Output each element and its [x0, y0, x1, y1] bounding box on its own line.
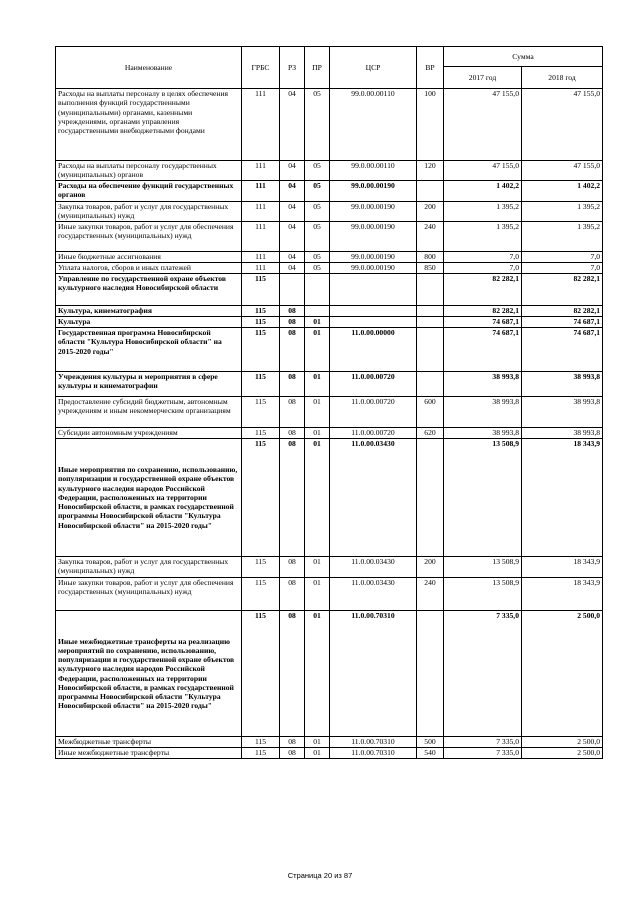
- row-sum-2017: 1 395,2: [444, 222, 522, 252]
- row-sum-2017: 38 993,8: [444, 397, 522, 428]
- row-grbs: 115: [242, 306, 280, 317]
- row-csr: 99.0.00.00190: [330, 202, 417, 222]
- row-csr: 99.0.00.00110: [330, 89, 417, 161]
- row-grbs: 115: [242, 428, 280, 439]
- table-row: [56, 222, 603, 252]
- row-name: Учреждения культуры и мероприятия в сфере культуры и кинематографии: [56, 372, 242, 397]
- table-row: [56, 748, 603, 759]
- row-pr: 01: [305, 372, 330, 397]
- row-sum-2017: 74 687,1: [444, 317, 522, 328]
- row-rz: 08: [280, 737, 305, 748]
- row-rz: 08: [280, 317, 305, 328]
- row-sum-2017: 47 155,0: [444, 161, 522, 181]
- row-vr: 500: [417, 737, 444, 748]
- row-csr: 11.0.00.00720: [330, 397, 417, 428]
- row-name: Иные межбюджетные трансферты на реализацию мероприятий по сохранению, использованию, популяризации и государственной охране объектов культурного наследия народов Российской Федерации, расположенных на территории Новосибирской области, в рамках государственной программы Новосибирской области "Культура Новосибирской области" на 2015-2020 годы": [56, 611, 242, 737]
- row-sum-2017: 38 993,8: [444, 428, 522, 439]
- row-vr: 240: [417, 578, 444, 611]
- header-vr: ВР: [417, 47, 444, 89]
- header-pr: ПР: [305, 47, 330, 89]
- row-sum-2017: 47 155,0: [444, 89, 522, 161]
- table-row: [56, 202, 603, 222]
- header-year-2017: 2017 год: [444, 67, 522, 89]
- row-vr: [417, 181, 444, 202]
- row-vr: [417, 274, 444, 306]
- table-row: [56, 439, 603, 557]
- row-sum-2018: 1 395,2: [522, 222, 603, 252]
- row-rz: 08: [280, 439, 305, 557]
- row-sum-2018: 82 282,1: [522, 306, 603, 317]
- row-rz: 08: [280, 372, 305, 397]
- row-sum-2017: 82 282,1: [444, 274, 522, 306]
- row-pr: 01: [305, 328, 330, 372]
- table-row: [56, 263, 603, 274]
- row-pr: 05: [305, 161, 330, 181]
- row-csr: 99.0.00.00110: [330, 161, 417, 181]
- header-name: Наименование: [56, 47, 242, 89]
- row-sum-2017: 13 508,9: [444, 439, 522, 557]
- row-sum-2018: 18 343,9: [522, 578, 603, 611]
- row-pr: 05: [305, 202, 330, 222]
- table-row: [56, 328, 603, 372]
- table-row: [56, 578, 603, 611]
- row-grbs: 115: [242, 439, 280, 557]
- row-sum-2017: 7 335,0: [444, 611, 522, 737]
- row-grbs: 115: [242, 397, 280, 428]
- row-name: Государственная программа Новосибирской области "Культура Новосибирской области" на 2015-2020 годы": [56, 328, 242, 372]
- page-number: Страница 20 из 87: [287, 871, 353, 880]
- row-sum-2017: 74 687,1: [444, 328, 522, 372]
- row-csr: 11.0.00.00720: [330, 428, 417, 439]
- row-csr: 11.0.00.03430: [330, 578, 417, 611]
- table-row: [56, 317, 603, 328]
- table-row: [56, 611, 603, 737]
- row-name: Иные закупки товаров, работ и услуг для обеспечения государственных (муниципальных) нужд: [56, 222, 242, 252]
- row-csr: 99.0.00.00190: [330, 263, 417, 274]
- header-grbs: ГРБС: [242, 47, 280, 89]
- row-grbs: 111: [242, 181, 280, 202]
- row-sum-2018: 18 343,9: [522, 439, 603, 557]
- row-pr: 01: [305, 578, 330, 611]
- row-rz: 04: [280, 202, 305, 222]
- row-vr: 100: [417, 89, 444, 161]
- table-row: [56, 161, 603, 181]
- row-csr: 11.0.00.03430: [330, 557, 417, 578]
- row-rz: [280, 274, 305, 306]
- row-csr: 11.0.00.03430: [330, 439, 417, 557]
- row-grbs: 111: [242, 252, 280, 263]
- row-pr: 01: [305, 317, 330, 328]
- row-grbs: 115: [242, 578, 280, 611]
- row-sum-2018: 2 500,0: [522, 737, 603, 748]
- row-csr: [330, 274, 417, 306]
- row-csr: 11.0.00.00000: [330, 328, 417, 372]
- row-pr: 01: [305, 557, 330, 578]
- row-vr: [417, 611, 444, 737]
- row-sum-2018: 2 500,0: [522, 611, 603, 737]
- row-sum-2017: 1 402,2: [444, 181, 522, 202]
- row-pr: 05: [305, 181, 330, 202]
- row-name: Расходы на выплаты персоналу в целях обеспечения выполнения функций государственными (муниципальными) органами, казенными учреждениями, органами управления государственными внебюджетными фондами: [56, 89, 242, 161]
- row-pr: 01: [305, 748, 330, 759]
- row-grbs: 115: [242, 317, 280, 328]
- row-csr: 11.0.00.00720: [330, 372, 417, 397]
- row-name: Субсидии автономным учреждениям: [56, 428, 242, 439]
- row-grbs: 111: [242, 202, 280, 222]
- table-row: [56, 306, 603, 317]
- row-rz: 08: [280, 328, 305, 372]
- table-row: [56, 557, 603, 578]
- row-sum-2017: 38 993,8: [444, 372, 522, 397]
- row-vr: [417, 317, 444, 328]
- row-sum-2018: 1 402,2: [522, 181, 603, 202]
- row-rz: 04: [280, 263, 305, 274]
- row-sum-2017: 82 282,1: [444, 306, 522, 317]
- row-csr: 11.0.00.70310: [330, 748, 417, 759]
- row-name: Управление по государственной охране объектов культурного наследия Новосибирской области: [56, 274, 242, 306]
- row-grbs: 115: [242, 274, 280, 306]
- row-grbs: 115: [242, 372, 280, 397]
- row-name: Культура: [56, 317, 242, 328]
- row-csr: [330, 317, 417, 328]
- row-csr: 11.0.00.70310: [330, 737, 417, 748]
- row-rz: 04: [280, 181, 305, 202]
- row-rz: 08: [280, 397, 305, 428]
- row-name: Расходы на обеспечение функций государственных органов: [56, 181, 242, 202]
- row-grbs: 115: [242, 328, 280, 372]
- row-sum-2017: 1 395,2: [444, 202, 522, 222]
- row-csr: 99.0.00.00190: [330, 181, 417, 202]
- row-vr: [417, 439, 444, 557]
- row-grbs: 111: [242, 263, 280, 274]
- row-vr: [417, 306, 444, 317]
- row-vr: 240: [417, 222, 444, 252]
- row-rz: 08: [280, 611, 305, 737]
- row-name: Межбюджетные трансферты: [56, 737, 242, 748]
- row-vr: 850: [417, 263, 444, 274]
- row-grbs: 115: [242, 737, 280, 748]
- row-sum-2018: 1 395,2: [522, 202, 603, 222]
- row-rz: 04: [280, 252, 305, 263]
- row-csr: 11.0.00.70310: [330, 611, 417, 737]
- row-sum-2018: 38 993,8: [522, 428, 603, 439]
- table-row: [56, 737, 603, 748]
- row-sum-2017: 7,0: [444, 263, 522, 274]
- table-row: [56, 252, 603, 263]
- row-csr: 99.0.00.00190: [330, 252, 417, 263]
- row-name: Предоставление субсидий бюджетным, автономным учреждениям и иным некоммерческим организациям: [56, 397, 242, 428]
- row-sum-2018: 38 993,8: [522, 397, 603, 428]
- row-grbs: 111: [242, 89, 280, 161]
- row-name: Иные мероприятия по сохранению, использованию, популяризации и государственной охране объектов культурного наследия народов Российской Федерации, расположенных на территории Новосибирской области, в рамках государственной программы Новосибирской области "Культура Новосибирской области" на 2015-2020 годы": [56, 439, 242, 557]
- row-name: Расходы на выплаты персоналу государственных (муниципальных) органов: [56, 161, 242, 181]
- row-name: Культура, кинематография: [56, 306, 242, 317]
- row-pr: [305, 274, 330, 306]
- row-vr: 200: [417, 202, 444, 222]
- row-vr: 600: [417, 397, 444, 428]
- header-csr: ЦСР: [330, 47, 417, 89]
- row-grbs: 115: [242, 611, 280, 737]
- row-sum-2018: 2 500,0: [522, 748, 603, 759]
- row-pr: 01: [305, 737, 330, 748]
- table-row: [56, 397, 603, 428]
- row-vr: 800: [417, 252, 444, 263]
- row-rz: 04: [280, 161, 305, 181]
- row-sum-2017: 7 335,0: [444, 737, 522, 748]
- row-name: Закупка товаров, работ и услуг для государственных (муниципальных) нужд: [56, 557, 242, 578]
- row-vr: 540: [417, 748, 444, 759]
- table-row: [56, 428, 603, 439]
- row-pr: 01: [305, 428, 330, 439]
- row-sum-2018: 74 687,1: [522, 328, 603, 372]
- row-name: Уплата налогов, сборов и иных платежей: [56, 263, 242, 274]
- row-pr: 05: [305, 263, 330, 274]
- row-sum-2017: 13 508,9: [444, 557, 522, 578]
- row-vr: 620: [417, 428, 444, 439]
- row-csr: [330, 306, 417, 317]
- row-rz: 08: [280, 578, 305, 611]
- row-vr: 120: [417, 161, 444, 181]
- row-rz: 04: [280, 89, 305, 161]
- table-row: [56, 181, 603, 202]
- row-rz: 08: [280, 428, 305, 439]
- row-sum-2017: 13 508,9: [444, 578, 522, 611]
- row-name: Иные межбюджетные трансферты: [56, 748, 242, 759]
- row-sum-2018: 18 343,9: [522, 557, 603, 578]
- row-grbs: 111: [242, 222, 280, 252]
- row-grbs: 115: [242, 748, 280, 759]
- row-sum-2018: 7,0: [522, 263, 603, 274]
- row-rz: 08: [280, 748, 305, 759]
- row-vr: [417, 372, 444, 397]
- header-sum: Сумма: [444, 47, 603, 67]
- row-rz: 08: [280, 557, 305, 578]
- row-rz: 04: [280, 222, 305, 252]
- table-row: [56, 372, 603, 397]
- row-csr: 99.0.00.00190: [330, 222, 417, 252]
- header-year-2018: 2018 год: [522, 67, 603, 89]
- row-pr: 01: [305, 439, 330, 557]
- row-sum-2018: 82 282,1: [522, 274, 603, 306]
- row-pr: 01: [305, 397, 330, 428]
- row-sum-2017: 7 335,0: [444, 748, 522, 759]
- row-vr: 200: [417, 557, 444, 578]
- row-vr: [417, 328, 444, 372]
- row-sum-2018: 47 155,0: [522, 161, 603, 181]
- row-grbs: 111: [242, 161, 280, 181]
- row-pr: [305, 306, 330, 317]
- row-pr: 05: [305, 252, 330, 263]
- row-sum-2018: 47 155,0: [522, 89, 603, 161]
- table-row: [56, 89, 603, 161]
- row-name: Иные закупки товаров, работ и услуг для обеспечения государственных (муниципальных) нужд: [56, 578, 242, 611]
- row-pr: 01: [305, 611, 330, 737]
- row-pr: 05: [305, 89, 330, 161]
- header-rz: РЗ: [280, 47, 305, 89]
- row-sum-2018: 38 993,8: [522, 372, 603, 397]
- budget-table: [55, 46, 603, 759]
- row-sum-2018: 74 687,1: [522, 317, 603, 328]
- row-name: Иные бюджетные ассигнования: [56, 252, 242, 263]
- row-sum-2018: 7,0: [522, 252, 603, 263]
- row-sum-2017: 7,0: [444, 252, 522, 263]
- row-pr: 05: [305, 222, 330, 252]
- table-row: [56, 274, 603, 306]
- row-rz: 08: [280, 306, 305, 317]
- row-grbs: 115: [242, 557, 280, 578]
- row-name: Закупка товаров, работ и услуг для государственных (муниципальных) нужд: [56, 202, 242, 222]
